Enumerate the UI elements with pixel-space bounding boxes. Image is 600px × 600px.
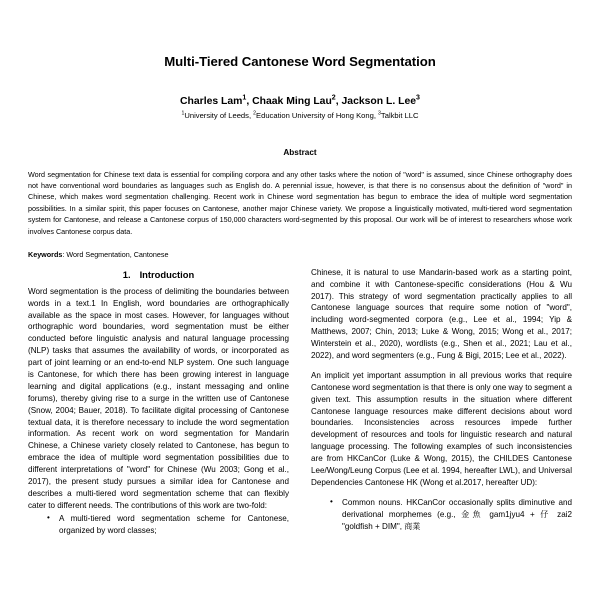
- list-item-text: Common nouns. HKCanCor occasionally splits diminutive and derivational morphemes (e.g., 金魚 gam1jyu4 + 仔 zai2 "goldfish + DIM", 商業: [342, 497, 572, 531]
- two-column-body: [28, 267, 572, 542]
- author-2: , Chaak Ming Lau: [246, 95, 332, 107]
- section-number: 1.: [122, 268, 131, 280]
- affiliation-1: University of Leeds,: [184, 110, 254, 120]
- keywords-line: [28, 250, 572, 261]
- affil-2-marker: 2: [253, 110, 257, 117]
- paragraph: Chinese, it is natural to use Mandarin-based work as a starting point, and combine it with Cantonese-specific considerations (Hou & Wu 2017). This strategy of word segmentation practically applies to all Cantonese language sources that require some notion of "word", including word-segmented corpora (e.g., Lee et al., 1994; Yip & Matthews, 2007; Chin, 2013; Luke & Wong, 2015; Wong et al., 2017; Winterstein et al., 2020), wordlists (e.g., Shen et al., 2021; Lau et al., 2022), and word segmenters (e.g., Fung & Bigi, 2015; Lee et al., 2022).: [311, 267, 572, 360]
- section-title: Introduction: [139, 268, 195, 280]
- author-2-affil-marker: 2: [331, 94, 336, 102]
- abstract-text: Word segmentation for Chinese text data is essential for compiling corpora and any other tasks where the notion of "word" is assumed, since Chinese orthography does not have conventional word boundaries as languages such as English do. A perennial issue, however, is that there is no consensus about the definition of "word" in Chinese, which makes word segmentation challenging. Recent work in Chinese word segmentation has begun to embrace the idea of multiple word segmentation possibilities. In a similar spirit, this paper focuses on Cantonese, another major Chinese variety. We propose a linguistically motivated, multi-tiered word segmentation system for Cantonese, and release a Cantonese corpus of 150,000 characters word-segmented by this proposal. Our work will be of interest to researchers whose work involves Cantonese corpus data.: [28, 169, 572, 236]
- section-heading-introduction: [28, 269, 289, 280]
- affiliation-list: [28, 111, 572, 121]
- contribution-bullet-list: [28, 513, 289, 537]
- list-item-text: A multi-tiered word segmentation scheme for Cantonese, organized by word classes;: [59, 513, 289, 535]
- paragraph: An implicit yet important assumption in all previous works that require Cantonese word segmentation is that there is only one way to segment a given text. This assumption results in the situation where different Cantonese language resources make different decisions about word boundaries. Inconsistencies across resources impede further development of resources and tools for linguistic research and natural language processing. The following examples of such inconsistencies are from HKCanCor (Luke & Wong, 2015), the CHILDES Cantonese Lee/Wong/Leung Corpus (Lee et al. 1994, hereafter LWL), and Universal Dependencies Cantonese HK (Wong et al.2017, hereafter UD):: [311, 370, 572, 487]
- author-1-affil-marker: 1: [242, 94, 247, 102]
- author-3-affil-marker: 3: [416, 94, 420, 102]
- affiliation-2: Education University of Hong Kong,: [256, 110, 379, 120]
- affil-1-marker: 1: [181, 110, 185, 117]
- abstract-heading: Abstract: [283, 147, 317, 157]
- keywords-value: Word Segmentation, Cantonese: [66, 249, 169, 259]
- right-column: [311, 267, 572, 542]
- author-1: Charles Lam: [180, 95, 243, 107]
- bullet-icon: •: [330, 497, 333, 507]
- inconsistency-bullet-list: [311, 497, 572, 533]
- author-list: [28, 95, 572, 108]
- bullet-icon: •: [47, 513, 50, 523]
- keywords-separator: :: [62, 249, 67, 259]
- affil-3-marker: 3: [378, 110, 381, 117]
- affiliation-3: Talkbit LLC: [380, 110, 419, 120]
- paragraph: Word segmentation is the process of delimiting the boundaries between words in a text.1 In English, word boundaries are orthographically available as the space in most cases. However, for languages without orthographic word boundaries, word segmentation must be either conducted before linguistic analysis and natural language processing (NLP) tasks that assumes the availability of words, or incorporated as part of joint learning or an end-to-end NLP system. One such language is Cantonese, for which there has been growing interest in language learning and digital applications (e.g., instant messaging and online forums), thereby giving rise to a surge in the written use of Cantonese (Snow, 2004; Bauer, 2018). To facilitate digital processing of Cantonese textual data, it is therefore necessary to include the word segmentation information. As recent work on word segmentation for Mandarin Chinese, a Chinese variety closely related to Cantonese, has begun to embrace the idea of multiple word segmentation possibilities due to different interpretations of "word" for Chinese (Wu 2003; Gong et al., 2017), the present study pursues a similar idea for Cantonese and describes a multi-tiered word segmentation scheme that can flexibly cater to different needs. The contributions of this work are two-fold:: [28, 286, 289, 510]
- page-title: Multi-Tiered Cantonese Word Segmentation: [164, 54, 436, 69]
- left-column: [28, 267, 289, 542]
- author-3: , Jackson L. Lee: [335, 95, 417, 107]
- list-item: [48, 513, 289, 537]
- list-item: [331, 497, 572, 533]
- keywords-label: Keywords: [28, 249, 63, 259]
